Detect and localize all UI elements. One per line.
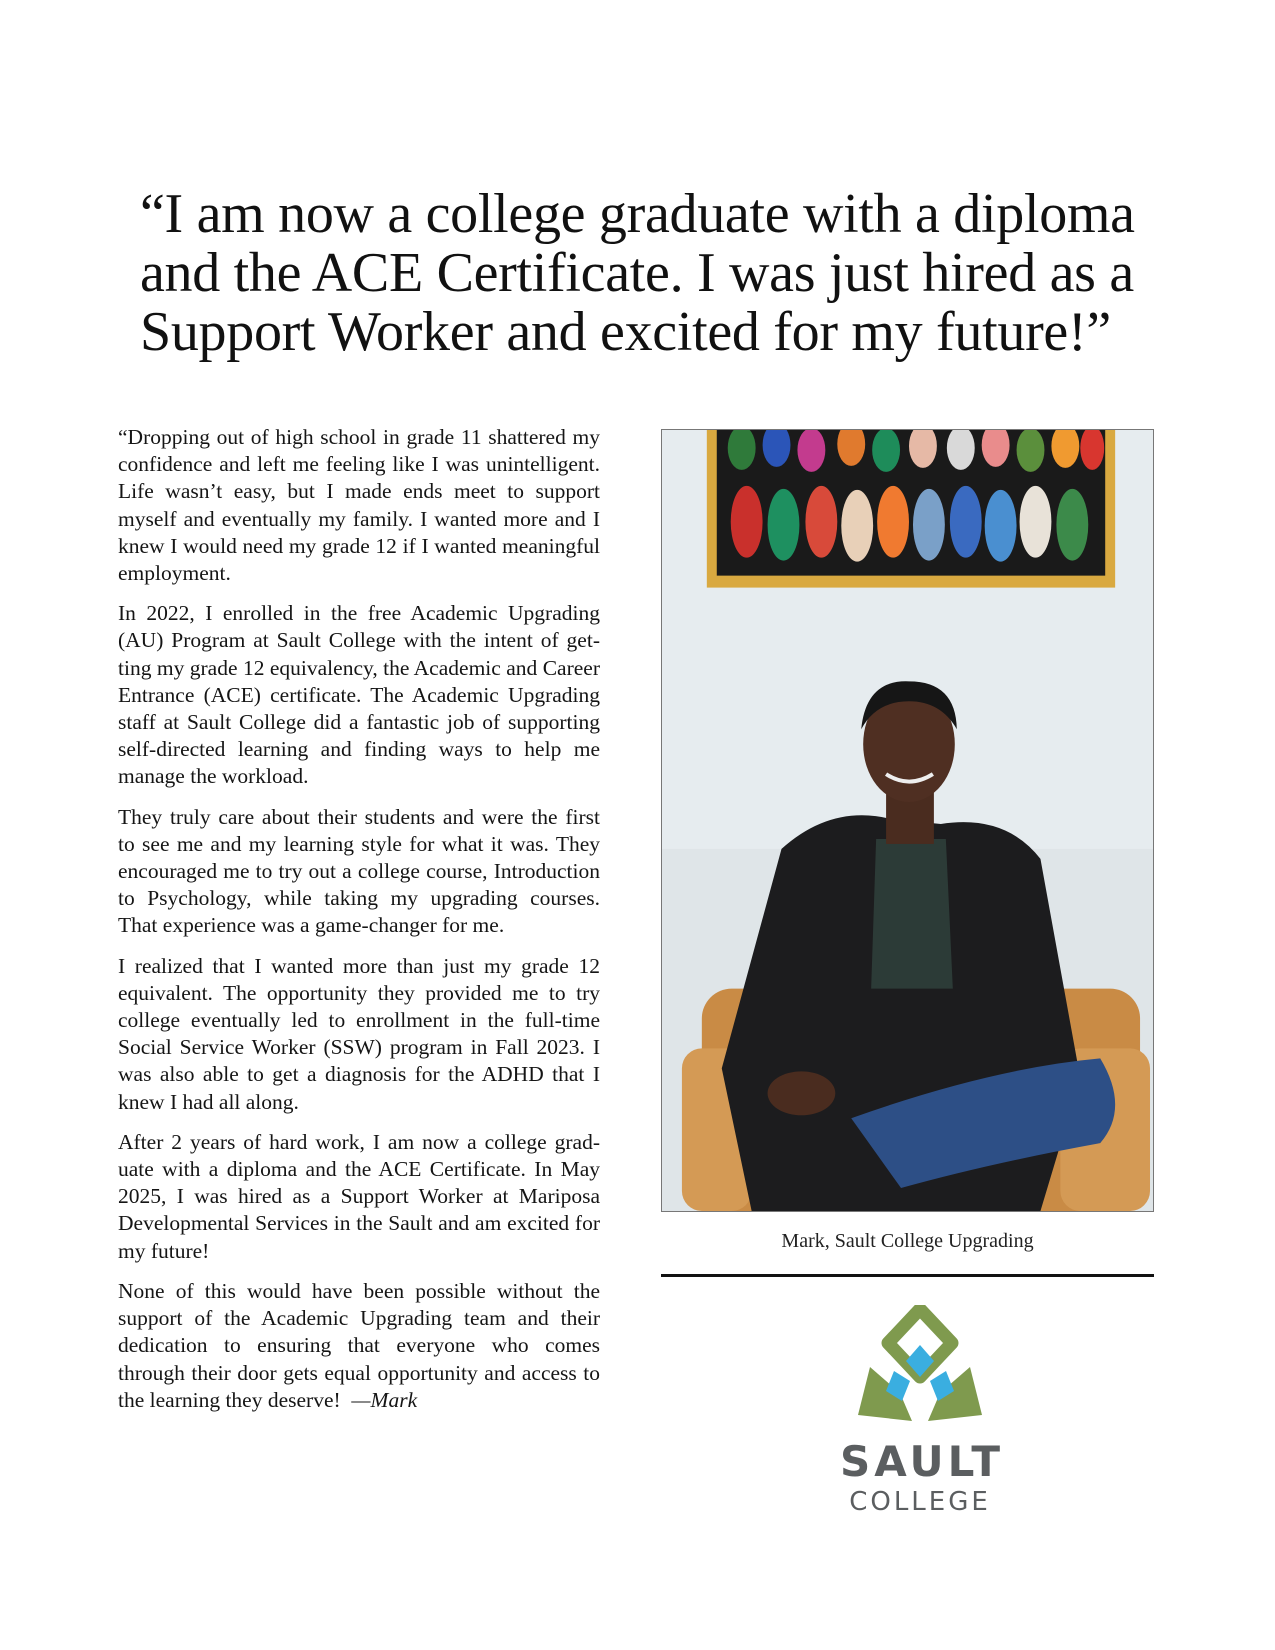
logo-emblem-icon xyxy=(840,1305,1000,1435)
logo-wordmark-college: COLLEGE xyxy=(849,1487,991,1517)
story-paragraph-2: In 2022, I enrolled in the free Academic Upgrading (AU) Program at Sault College with the intent of getting my grade 12 equivalency, the Academic and Career Entrance (ACE) certificate. The Academic Upgrading staff at Sault College did a fantastic job of supporting self-directed learning and finding ways to help me manage the workload. xyxy=(118,601,600,789)
headline-quote xyxy=(140,185,1140,362)
signature: —Mark xyxy=(351,1387,418,1412)
story-paragraph-3: They truly care about their students and were the first to see me and my learning style for what it was. They encouraged me to try out a college course, Introduction to Psychology, while taking my upgrading courses. That experience was a game-changer for me. xyxy=(118,804,600,938)
story-paragraph-5: After 2 years of hard work, I am now a college graduate with a diploma and the ACE Certificate. In May 2025, I was hired as a Support Worker at Mariposa Developmental Services in the Sault and am excited for my future! xyxy=(118,1129,600,1263)
logo-wordmark-sault: SAULT xyxy=(840,1437,1005,1486)
portrait-photo xyxy=(661,429,1154,1212)
headline-line-2: and the ACE Certificate. I was just hired as a xyxy=(140,242,1134,304)
story-paragraph-1: “Dropping out of high school in grade 11 shattered my confidence and left me feeling like I was unintelligent. Life wasn’t easy, but I made ends meet to support myself and eventually my family. I wanted more and I knew I would need my grade 12 if I wanted meaningful employment. xyxy=(118,425,600,586)
story-paragraph-4: I realized that I wanted more than just my grade 12 equivalent. The opportunity they provided me to try college eventually led to enrollment in the full-time Social Service Worker (SSW) program in Fall 2023. I was also able to get a diagnosis for the ADHD that I knew I had all along. xyxy=(118,953,600,1114)
headline-line-3: Support Worker and excited for my future!” xyxy=(140,301,1111,363)
divider-rule xyxy=(661,1274,1154,1277)
story-paragraph-6-text: None of this would have been possible without the support of the Academic Upgrading team and their dedication to ensuring that everyone who comes through their door gets equal opportunity and access to the learning they deserve! xyxy=(118,1278,600,1412)
headline-line-1: “I am now a college graduate with a diploma xyxy=(140,183,1135,245)
sault-college-logo xyxy=(840,1305,1005,1517)
story-paragraph-6 xyxy=(118,1278,600,1414)
portrait-illustration xyxy=(662,430,1153,1211)
story-column xyxy=(118,424,600,1427)
photo-caption: Mark, Sault College Upgrading xyxy=(781,1230,1034,1252)
